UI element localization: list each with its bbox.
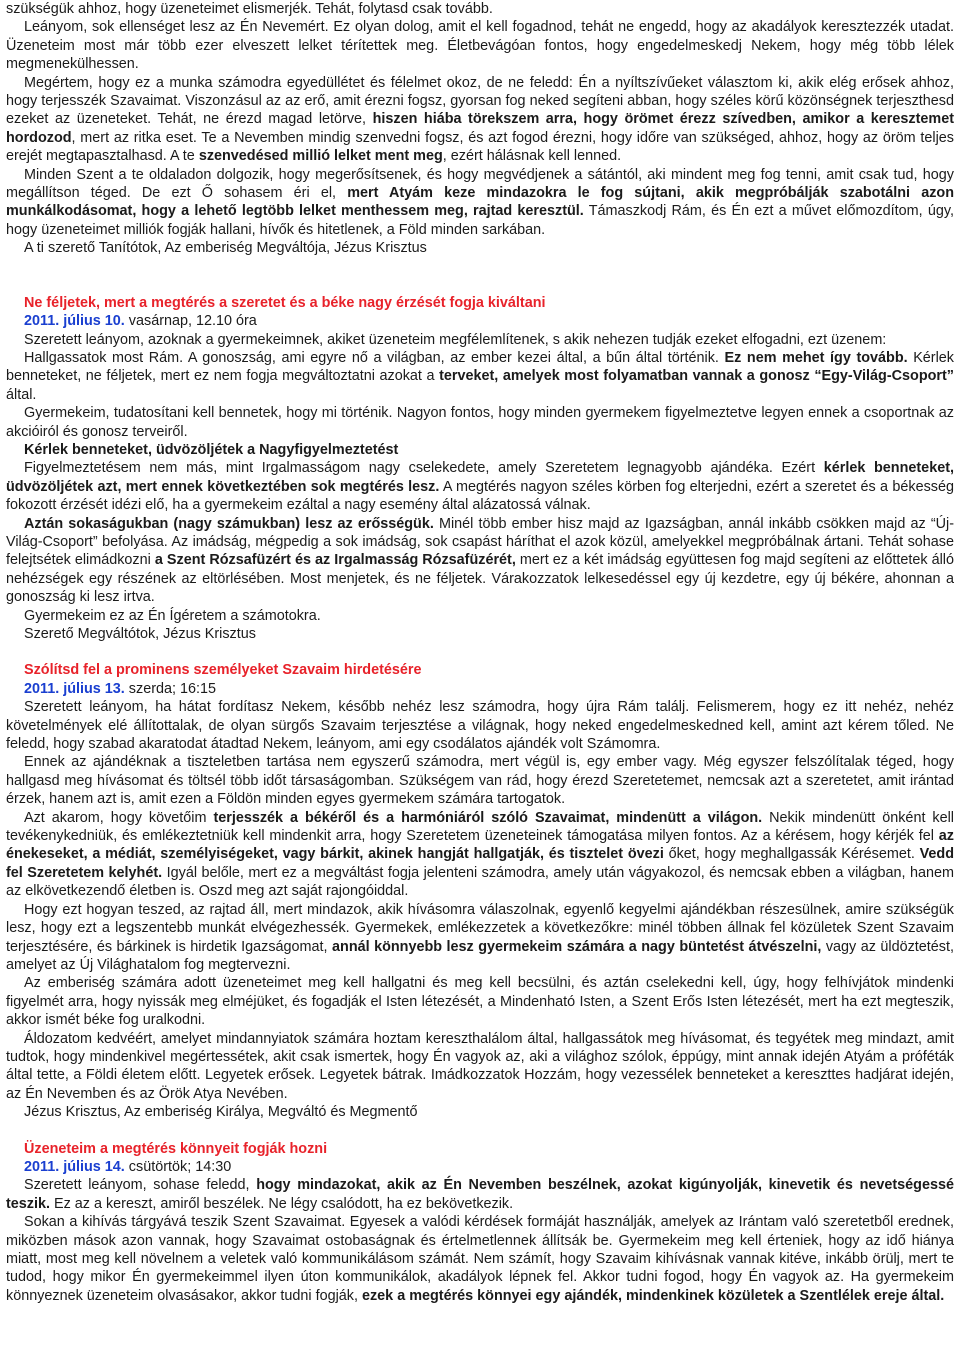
paragraph: Minden Szent a te oldaladon dolgozik, hogy megerősítsenek, és hogy megvédjenek a sátántól, aki mindent meg fog tenni, amit csak tud, hogy megállítson téged. De ezt Ő sohasem éri el, mert Atyám keze mindazokra le fog sújtani, akik megpróbálják szabotálni azon munkálkodásomat, hogy a lehető legtöbb lelket menthessem meg, rajtad keresztül. Támaszkodj Rám, és Én ezt a művet előmozdítom, úgy, hogy üzeneteimet milliók fogják hallani, hívők és hitetlenek, a Föld minden sarkában. bbox=[6, 166, 954, 238]
paragraph: Figyelmeztetésem nem más, mint Irgalmasságom nagy cselekedete, amely Szeretetem legnagyobb ajándéka. Ezért kérlek benneteket, üdvözöljétek azt, mert ennek következtében sok megtérés lesz. A megtérés nagyon széles körben fog elterjedni, ezért a szeretet és a békesség fokozott érzését idézi elő, ha a gyermekeim ezáltal a nagy esemény által alázatossá válnak. bbox=[6, 460, 954, 514]
bold-text: hiszen hiába törekszem arra, hogy örömet érezz szívedben, amikor a keresztemet hordozod bbox=[6, 111, 954, 146]
paragraph: Hogy ezt hogyan teszed, az rajtad áll, mert mindazok, akik hívásomra válaszolnak, egyenlő kegyelmi ajándékban részesülnek, amire szükségük lesz, hogy ezt a legszentebb munkát elvégezhessék. Gyermekek, emlékezzetek a következőkre: minél többen állnak fel közületek Szent Szavaim terjesztésére, és bárkinek is hirdetik Igazságomat, annál könnyebb lesz gyermekeim számára a nagy büntetést átvészelni, vagy az üldöztetést, amelyet az Új Világhatalom fog megtervezni. bbox=[6, 901, 954, 973]
paragraph: Szeretett leányom, azoknak a gyermekeimnek, akiket üzeneteim megfélemlítenek, s akik nehezen tudják ezeket elfogadni, ezt üzenem: bbox=[24, 331, 887, 348]
paragraph: Gyermekeim, tudatosítani kell bennetek, hogy mi történik. Nagyon fontos, hogy minden gyermekem figyelmeztetve legyen ennek a csoportnak az akcióiról és gonosz terveiről. bbox=[6, 405, 954, 440]
date-line bbox=[6, 312, 954, 330]
paragraph: Gyermekeim ez az Én Ígéretem a számotokra. bbox=[24, 607, 321, 624]
paragraph: Az emberiség számára adott üzeneteimet meg kell hallgatni és meg kell becsülni, és aztán cselekedni kell, úgy, hogy felhívjátok mindenki figyelmét arra, hogy nyissák meg elméjüket, és fogadják el Isten létezését, a Mindenható Isten, a Szent Erős Isten létezését, mert ha ezt megteszik, akkor ismét béke fog uralkodni. bbox=[6, 975, 954, 1029]
bold-text: Ez nem mehet így tovább. bbox=[724, 349, 908, 366]
bold-text: Vedd fel Szeretetem kelyhét. bbox=[6, 846, 954, 881]
bold-text: terveket, amelyek most folyamatban vannak a gonosz “Egy-Világ-Csoport” bbox=[439, 368, 954, 385]
paragraph: Leányom, sok ellenséget lesz az Én Nevemért. Ez olyan dolog, amit el kell fogadnod, tehát ne engedd, hogy az akadályok keresztezzék utadat. Üzeneteim most már több ezer elveszett lelket térítettek meg. Életbevágóan fontos, hogy engedelmeskedj Nekem, hogy még több lélek megmenekülhessen. bbox=[6, 19, 954, 73]
bold-text: annál könnyebb lesz gyermekeim számára a nagy büntetést átvészelni, bbox=[332, 938, 822, 955]
bold-text: a Szent Rózsafüzért és az Irgalmasság Rózsafüzérét, bbox=[154, 552, 516, 569]
bold-text: Aztán sokaságukban (nagy számukban) lesz az erősségük. bbox=[24, 515, 434, 532]
time: szerda; 16:15 bbox=[124, 680, 217, 697]
paragraph: Szeretett leányom, ha hátat fordítasz Nekem, később nehéz lesz számodra, hogy újra Rám találj. Felismerem, hogy ez itt nehéz, nehéz követelmények elé állítottalak, de olyan sürgős Szavaim terjesztése a világnak, hogy neked engedelmeskedned kell, amint azt kérem tőled. Ne feledd, hogy szabad akaratodat átadtad Nekem, leányom, ami egy csodálatos ajándék volt Számomra. bbox=[6, 699, 954, 753]
time: csütörtök; 14:30 bbox=[124, 1158, 232, 1175]
paragraph: Megértem, hogy ez a munka számodra egyedüllétet és félelmet okoz, de ne feledd: Én a nyíltszívűeket választom ki, akik elég erősek ahhoz, hogy terjesszék Szavaimat. Viszonzásul az az erő, amit érezni fogsz, gyorsan fog neked segíteni abban, hogy széles körű közönségnek terjeszthesd ezeket az üzeneteket. Tehát, ne érezd magad letörve, hiszen hiába törekszem arra, hogy örömet érezz szívedben, amikor a keresztemet hordozod, mert az ritka eset. Te a Nevemben mindig szenvedni fogsz, és azt fogod érezni, hogy időre van szükséged, ahhoz, hogy az öröm teljes erejét megtapasztalhasd. A te szenvedésed millió lelket ment meg, ezért hálásnak kell lenned. bbox=[6, 74, 954, 165]
paragraph: Sokan a kihívás tárgyává teszik Szent Szavaimat. Egyesek a valódi kérdések formáját használják, amelyek az Irántam való szeretetből erednek, miközben mások azon vannak, hogy Szavaimat ostobaságnak és értelmetlennek állítsák be. Gyermekeim meg kell érteniek, hogy az idő hiánya miatt, most meg kell növelnem a veletek való kommunikálásom számát. Nem számít, hogy Szavaim kihívásnak vannak kitéve, inkább örülj, mert te tudod, hogy mikor Én gyermekeimmel ilyen úton kommunikálok, akadályok lépnek fel. Akkor tudni fogod, hogy Én vagyok az. Ha gyermekeim könnyeznek üzeneteim olvasásakor, akkor tudni fogják, ezek a megtérés könnyei egy ajándék, mindenkinek közületek a Szentlélek ereje által. bbox=[6, 1214, 954, 1304]
date: 2011. július 10. bbox=[24, 313, 125, 330]
paragraph: Hallgassatok most Rám. A gonoszság, ami egyre nő a világban, az ember kezei által, a bűn által történik. Ez nem mehet így tovább. Kérlek benneteket, ne féljetek, mert ez nem fogja megváltoztatni azokat a terveket, amelyek most folyamatban vannak a gonosz “Egy-Világ-Csoport” által. bbox=[6, 349, 954, 403]
signature: Jézus Krisztus, Az emberiség Királya, Megváltó és Megmentő bbox=[24, 1104, 418, 1121]
date-line bbox=[6, 680, 954, 698]
bold-text: szenvedésed millió lelket ment meg bbox=[198, 148, 443, 165]
paragraph: Áldozatom kedvéért, amelyet mindannyiatok számára hoztam kereszthalálom által, hallgassátok meg hívásomat, és tegyétek meg mindazt, amit tudtok, hogy mindenkivel megértessétek, akit csak ismertek, hogy Én vagyok az, aki a világhoz szólok, éppúgy, mint annak idején Atyám a próféták által tette, a Földi életem előtt. Legyetek erősek. Legyetek bátrak. Imádkozzatok Hozzám, hogy vezessélek benneteket a kereszttes hadjárat idején, az Én Nevemben és az Örök Atya Nevében. bbox=[6, 1030, 954, 1102]
section-title: Szólítsd fel a prominens személyeket Szavaim hirdetésére bbox=[24, 662, 422, 679]
bold-text: ezek a megtérés könnyei egy ajándék, mindenkinek közületek a Szentlélek ereje által. bbox=[361, 1287, 945, 1304]
bold-text: terjesszék a békéről és a harmóniáról szóló Szavaimat, mindenütt a világon. bbox=[213, 809, 763, 826]
document-page bbox=[6, 0, 954, 1305]
time: vasárnap, 12.10 óra bbox=[124, 313, 257, 330]
section-title: Ne féljetek, mert a megtérés a szeretet és a béke nagy érzését fogja kiváltani bbox=[24, 294, 546, 311]
subheading: Kérlek benneteket, üdvözöljétek a Nagyfigyelmeztetést bbox=[24, 441, 399, 458]
paragraph: szükségük ahhoz, hogy üzeneteimet elismerjék. Tehát, folytasd csak tovább. bbox=[6, 1, 493, 17]
date: 2011. július 14. bbox=[24, 1158, 125, 1175]
bold-text: mert Atyám keze mindazokra le fog sújtani, akik megpróbálják szabotálni azon munkálkodásomat, hogy a lehető legtöbb lelket menthessem meg, rajtad keresztül. bbox=[6, 185, 954, 220]
bold-text: kérlek benneteket, üdvözöljétek azt, mert ennek következtében sok megtérés lesz. bbox=[6, 460, 954, 495]
paragraph: Szeretett leányom, sohase feledd, hogy mindazokat, akik az Én Nevemben beszélnek, azokat kigúnyolják, kinevetik és nevetségessé teszik. Ez az a kereszt, amiről beszélek. Ne légy csalódott, ha ez bekövetkezik. bbox=[6, 1177, 954, 1212]
date-line bbox=[6, 1158, 954, 1176]
signature: A ti szerető Tanítótok, Az emberiség Megváltója, Jézus Krisztus bbox=[24, 240, 427, 257]
bold-text: az énekeseket, a médiát, személyiségeket, vagy bárkit, akinek hangját hallgatják, és tisztelet övezi bbox=[6, 828, 954, 863]
section-title: Üzeneteim a megtérés könnyeit fogják hozni bbox=[24, 1140, 328, 1157]
paragraph: Azt akarom, hogy követőim terjesszék a békéről és a harmóniáról szóló Szavaimat, mindenütt a világon. Nekik mindenütt önként kell tevékenykedniük, és emlékeztetniük kell mindenkit arra, hogy Szeretetem üzeneteinek támogatása milyen fontos. Az a kérésem, hogy kérjék fel az énekeseket, a médiát, személyiségeket, vagy bárkit, akinek hangját hallgatják, és tisztelet övezi őket, hogy meghallgassák Kérésemet. Vedd fel Szeretetem kelyhét. Igyál belőle, mert ez a megváltást fogja jelenteni számodra, amely után vágyakozol, és nemcsak ebben a világban, hanem az elkövetkezendő életben is. Oszd meg azt saját rajongóiddal. bbox=[6, 809, 954, 900]
signature: Szerető Megváltótok, Jézus Krisztus bbox=[24, 626, 256, 642]
date: 2011. július 13. bbox=[24, 680, 125, 697]
bold-text: hogy mindazokat, akik az Én Nevemben beszélnek, azokat kigúnyolják, kinevetik és nevetségessé teszik. bbox=[6, 1177, 954, 1212]
paragraph: Ennek az ajándéknak a tiszteletben tartása nem egyszerű számodra, mert végül is, egy ember vagy. Még egyszer felszólítalak téged, hogy hallgasd meg hívásomat és töltsél több időt társaságomban. Szükségem van rád, hogy érezd Szeretetemet, nemcsak azt a szeretetet, amit irántad érzek, hanem azt is, amit ezen a Földön minden egyes gyermekem számára tartogatok. bbox=[6, 754, 954, 808]
paragraph: Aztán sokaságukban (nagy számukban) lesz az erősségük. Minél több ember hisz majd az Igazságban, annál inkább csökken majd az “Új-Világ-Csoport” befolyása. Az imádság, mégpedig a sok imádság, sok csapást háríthat el azok közül, amelyekkel megpróbálnak ártani. Tehát sohase felejtsétek elimádkozni a Szent Rózsafüzért és az Irgalmasság Rózsafüzérét, mert ez a két imádság együttesen fog majd segíteni az előttetek álló nehézségek egy részének az eltörlésében. Most menjetek, és ne féljetek. Várakozzatok lelkesedéssel egy új kezdetre, egy új békére, ahonnan a gonoszság ki lesz irtva. bbox=[6, 515, 954, 606]
